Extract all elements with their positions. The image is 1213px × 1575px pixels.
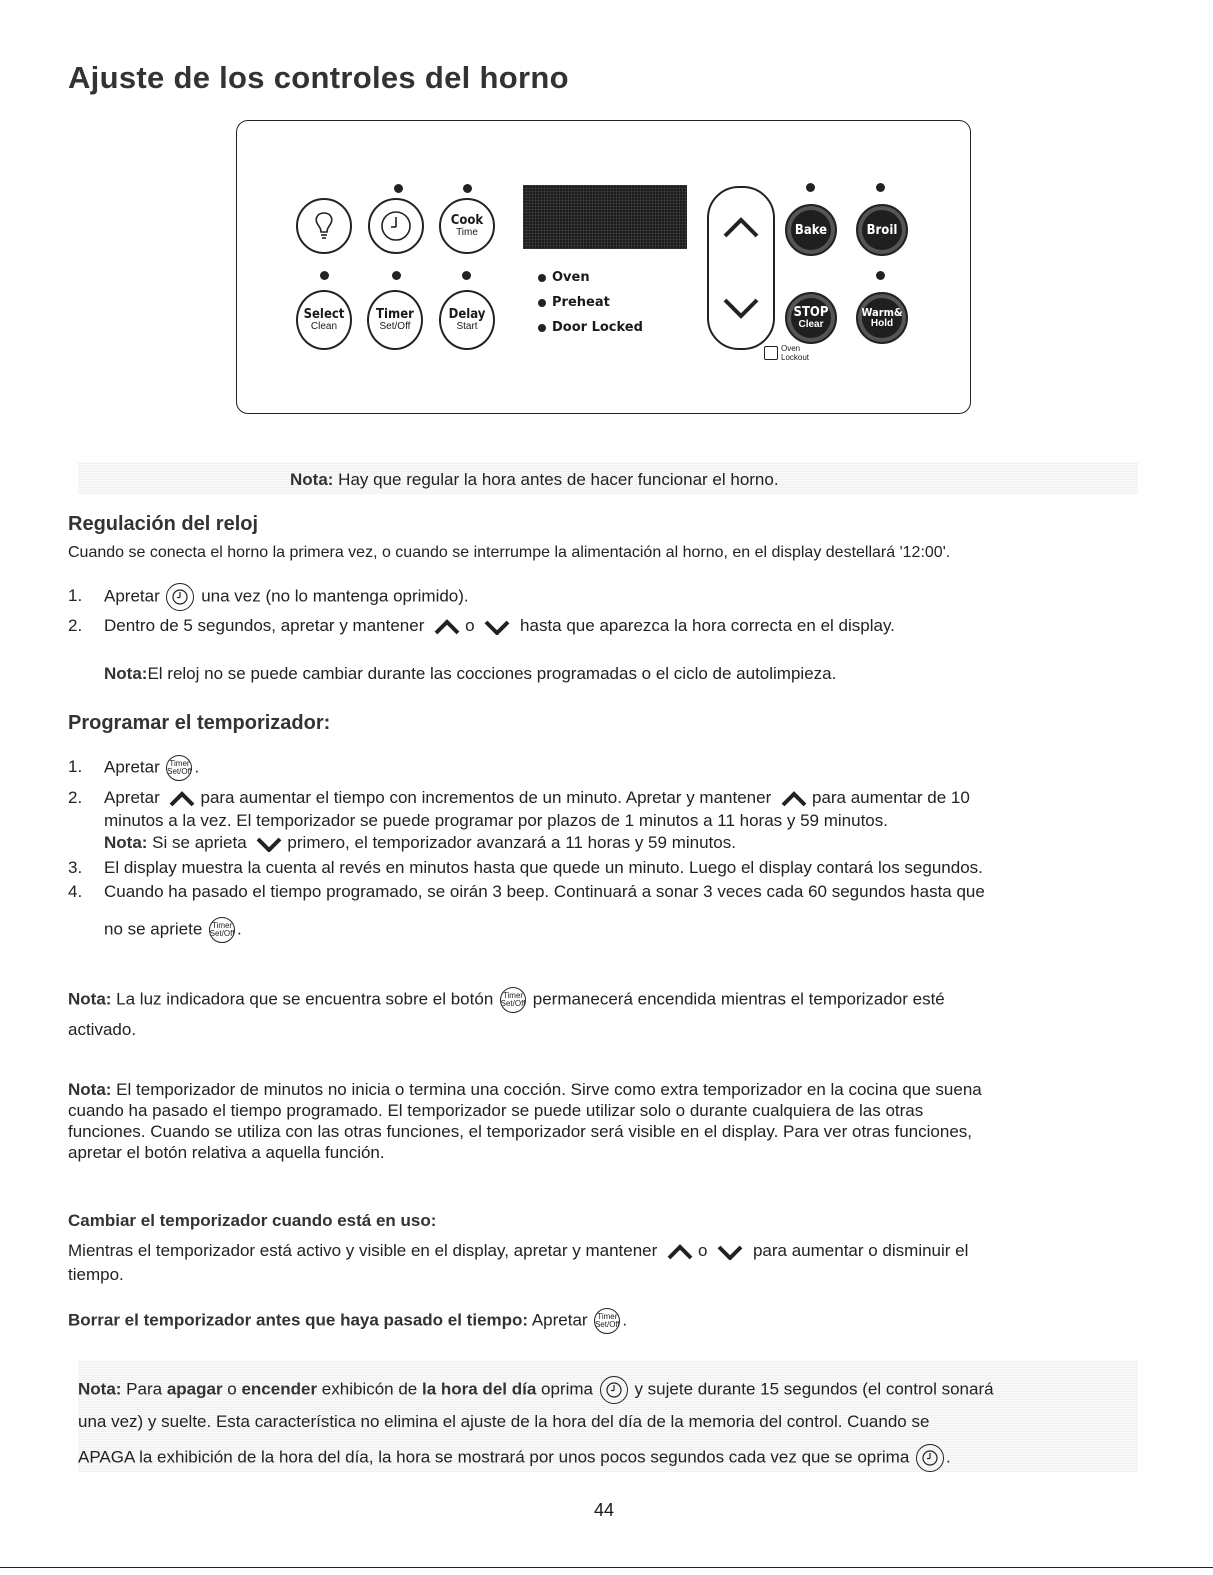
- note-clock-display: [78, 1376, 994, 1404]
- lockout-line1: Oven: [781, 344, 801, 353]
- start-sublabel: Start: [456, 321, 478, 332]
- down-arrow-icon[interactable]: [721, 296, 761, 320]
- note-text: El temporizador de minutos no inicia o termina una cocción. Sirve como extra temporizador en la cocina que suena: [111, 1080, 982, 1099]
- clock-step-2: [68, 615, 895, 636]
- warm-hold-button[interactable]: [856, 292, 908, 344]
- note-text: y sujete durante 15 segundos (el control sonará: [634, 1379, 994, 1399]
- timer-button-icon: Timer Set/Off: [166, 755, 192, 781]
- note-text: Hay que regular la hora antes de hacer funcionar el horno.: [333, 470, 779, 489]
- note-text: Para: [121, 1379, 167, 1399]
- cancel-timer: [68, 1308, 627, 1334]
- note-text: El reloj no se puede cambiar durante las cocciones programadas o el ciclo de autolimpieza.: [147, 664, 837, 683]
- change-timer-text: [68, 1240, 968, 1261]
- note-text: permanecerá encendida mientras el temporizador esté: [532, 989, 945, 1009]
- clock-heading: Regulación del reloj: [68, 513, 259, 535]
- stop-clear-button[interactable]: [785, 292, 837, 344]
- clean-sublabel: Clean: [310, 321, 338, 332]
- note-label: Nota:: [78, 1379, 122, 1399]
- timer-step-2: [68, 787, 970, 808]
- hold-sublabel: Hold: [870, 318, 894, 329]
- warm-label: Warm&: [861, 306, 903, 319]
- note-top: [290, 469, 779, 490]
- indicator-door-locked: [538, 320, 643, 335]
- lock-icon: [764, 346, 778, 360]
- cancel-timer-heading: Borrar el temporizador antes que haya pasado el tiempo:: [68, 1310, 529, 1330]
- clock-button[interactable]: [368, 198, 424, 254]
- stop-label: STOP: [793, 305, 829, 320]
- timer-label: Timer: [376, 307, 414, 322]
- step-number: 2.: [68, 616, 83, 635]
- indicator-label: Oven: [552, 270, 590, 285]
- cook-time-sublabel: Time: [456, 227, 478, 238]
- step-number: 4.: [68, 882, 83, 901]
- indicator-label: Door Locked: [552, 320, 643, 335]
- timer-step-2-note: [104, 832, 736, 853]
- oven-lockout-label: [764, 344, 809, 362]
- body-text: Mientras el temporizador está activo y visible en el display, apretar y mantener: [68, 1241, 658, 1260]
- note-minute-timer: [68, 1079, 982, 1163]
- note-text: APAGA la exhibición de la hora del día, la hora se mostrará por unos pocos segundos cada vez que se oprima: [78, 1447, 910, 1467]
- change-timer-heading: Cambiar el temporizador cuando está en uso:: [68, 1211, 437, 1230]
- body-text: para aumentar o disminuir el: [752, 1241, 969, 1260]
- note-label: Nota:: [104, 664, 148, 683]
- step-text: Cuando ha pasado el tiempo programado, se oirán 3 beep. Continuará a sonar 3 veces cada 60 segundos hasta que: [104, 882, 985, 901]
- indicator-dot: [320, 271, 329, 280]
- timer-button-icon: Timer Set/Off: [500, 987, 526, 1013]
- timer-button-icon: Timer Set/Off: [209, 917, 235, 943]
- up-arrow-icon: [168, 791, 196, 807]
- indicator-oven: [538, 270, 590, 285]
- control-panel-diagram: [236, 120, 971, 414]
- note-indicator-light: [68, 987, 945, 1013]
- timer-setoff-button[interactable]: [367, 290, 423, 350]
- step-text: .: [237, 919, 242, 939]
- light-bulb-icon: [313, 211, 335, 241]
- step-text: para aumentar de 10: [811, 788, 970, 807]
- step-text: una vez (no lo mantenga oprimido).: [201, 586, 469, 606]
- clock-icon: [379, 209, 413, 243]
- down-arrow-icon: [716, 1244, 744, 1260]
- setoff-sublabel: Set/Off: [379, 321, 411, 332]
- step-number: 2.: [68, 788, 83, 807]
- timer-step-1: [68, 755, 199, 781]
- step-text: Dentro de 5 segundos, apretar y mantener: [104, 616, 425, 635]
- indicator-dot: [538, 324, 546, 332]
- up-arrow-icon: [433, 619, 461, 635]
- indicator-dot: [394, 184, 403, 193]
- up-arrow-icon: [666, 1244, 694, 1260]
- clock-intro: Cuando se conecta el horno la primera vez, o cuando se interrumpe la alimentación al horno, en el display destellará '12:00'.: [68, 544, 951, 561]
- cook-time-label: Cook: [450, 213, 484, 228]
- up-arrow-icon: [780, 791, 808, 807]
- note-label: Nota:: [68, 989, 112, 1009]
- delay-label: Delay: [448, 307, 486, 322]
- note-text: exhibicón de: [317, 1379, 422, 1399]
- step-text: .: [194, 757, 200, 777]
- indicator-dot: [538, 274, 546, 282]
- timer-step-4-line2: [104, 917, 242, 943]
- page-title: Ajuste de los controles del horno: [68, 60, 569, 95]
- indicator-dot: [462, 271, 471, 280]
- note-text: Si se aprieta: [147, 833, 247, 852]
- broil-button[interactable]: [856, 204, 908, 256]
- select-label: Select: [303, 307, 345, 322]
- body-text: o: [698, 1241, 708, 1260]
- indicator-dot: [538, 299, 546, 307]
- clock-icon: [916, 1444, 944, 1472]
- note-text: o: [222, 1379, 242, 1399]
- cook-time-button[interactable]: [439, 198, 495, 254]
- down-arrow-icon: [255, 836, 283, 852]
- lockout-line2: Lockout: [781, 353, 810, 362]
- timer-step-2-line2: minutos a la vez. El temporizador se puede programar por plazos de 1 minutos a 11 horas y 59 minutos.: [104, 811, 888, 830]
- note-label: Nota:: [104, 833, 148, 852]
- change-timer-line2: tiempo.: [68, 1265, 124, 1284]
- indicator-dot: [392, 271, 401, 280]
- note-emphasis: apagar: [166, 1379, 223, 1399]
- note-indicator-light-line2: activado.: [68, 1020, 137, 1039]
- body-text: Apretar: [528, 1310, 588, 1330]
- bake-label: Bake: [794, 222, 828, 238]
- arrow-keypad: [707, 186, 775, 350]
- note-clock-display-line3: [78, 1444, 951, 1472]
- step-number: 3.: [68, 858, 83, 877]
- note-text: La luz indicadora que se encuentra sobre el botón: [111, 989, 494, 1009]
- step-text: El display muestra la cuenta al revés en minutos hasta que quede un minuto. Luego el display contará los segundos.: [104, 858, 983, 877]
- clock-icon: [600, 1376, 628, 1404]
- page-number: 44: [594, 1500, 615, 1520]
- bake-button[interactable]: [785, 204, 837, 256]
- note-text: .: [946, 1447, 951, 1467]
- note-label: Nota:: [68, 1080, 112, 1099]
- broil-label: Broil: [866, 222, 898, 238]
- clock-step-1: [68, 583, 469, 611]
- delay-start-button[interactable]: [439, 290, 495, 350]
- body-text: .: [622, 1310, 628, 1330]
- led-display: [523, 185, 687, 249]
- note-text: oprima: [536, 1379, 593, 1399]
- clock-note: [104, 663, 836, 684]
- indicator-dot: [876, 271, 885, 280]
- step-text: Apretar: [104, 586, 160, 606]
- step-text: no se apriete: [104, 919, 203, 939]
- note-emphasis: la hora del día: [421, 1379, 537, 1399]
- clear-sublabel: Clear: [798, 319, 824, 330]
- note-emphasis: encender: [241, 1379, 318, 1399]
- note-text: primero, el temporizador avanzará a 11 horas y 59 minutos.: [287, 833, 736, 852]
- step-text: para aumentar el tiempo con incrementos de un minuto. Apretar y mantener: [200, 788, 772, 807]
- note-text: funciones. Cuando se utiliza con las otras funciones, el temporizador será visible en el display. Para ver otras funciones,: [68, 1122, 972, 1141]
- timer-step-3: [68, 857, 983, 878]
- indicator-dot: [463, 184, 472, 193]
- clock-icon: [166, 583, 194, 611]
- step-text: Apretar: [104, 788, 160, 807]
- note-text: apretar el botón relativa a aquella función.: [68, 1143, 385, 1162]
- up-arrow-icon[interactable]: [721, 216, 761, 240]
- oven-light-button[interactable]: [296, 198, 352, 254]
- step-number: 1.: [68, 586, 83, 606]
- indicator-dot: [806, 183, 815, 192]
- timer-heading: Programar el temporizador:: [68, 712, 331, 734]
- down-arrow-icon: [483, 619, 511, 635]
- timer-button-icon: Timer Set/Off: [594, 1308, 620, 1334]
- indicator-label: Preheat: [552, 295, 610, 310]
- step-text: Apretar: [104, 757, 160, 777]
- timer-step-4: [68, 881, 985, 902]
- note-clock-display-line2: una vez) y suelte. Esta característica no elimina el ajuste de la hora del día de la memoria del control. Cuando se: [78, 1412, 930, 1431]
- step-text: hasta que aparezca la hora correcta en el display.: [520, 616, 895, 635]
- step-number: 1.: [68, 757, 83, 777]
- indicator-preheat: [538, 295, 610, 310]
- step-text: o: [465, 616, 475, 635]
- indicator-dot: [876, 183, 885, 192]
- note-label: Nota:: [290, 470, 334, 489]
- note-text: cuando ha pasado el tiempo programado. El temporizador se puede utilizar solo o durante cualquiera de las otras: [68, 1101, 924, 1120]
- select-clean-button[interactable]: [296, 290, 352, 350]
- footer-rule: [0, 1567, 1213, 1568]
